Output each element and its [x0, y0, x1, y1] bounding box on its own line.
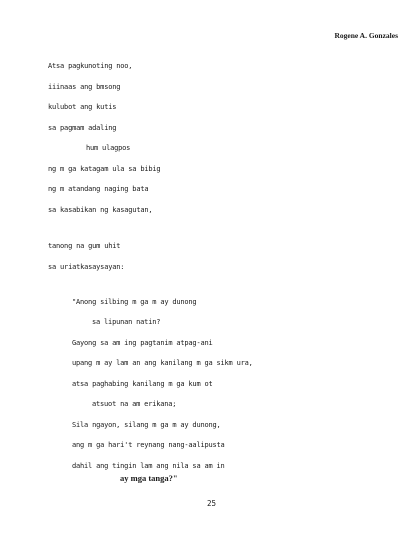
poem-line: atsa paghabing kanilang m ga kum ot [72, 380, 213, 388]
page-header-author: Rogene A. Gonzales [334, 31, 398, 40]
poem-line: sa pagmam adaling [48, 124, 117, 132]
poem-line: kulubot ang kutis [48, 103, 117, 111]
poem-line: iiinaas ang bmsong [48, 83, 121, 91]
poem-line: Gayong sa am ing pagtanim atpag-ani [72, 339, 213, 347]
poem-line: sa kasabikan ng kasagutan, [48, 206, 153, 214]
page-number: 25 [207, 499, 217, 508]
poem-line: ang m ga hari't reynang nang-aalipusta [72, 441, 225, 449]
poem-line: ng m atandang naging bata [48, 185, 149, 193]
poem-closing-line: ay mga tanga?" [120, 473, 178, 483]
poem-line: ng m ga katagam ula sa bibig [48, 165, 161, 173]
poem-line: tanong na gum uhit [48, 242, 121, 250]
poem-line: upang m ay lam an ang kanilang m ga sikm ura, [72, 359, 253, 367]
poem-line: dahil ang tingin lam ang nila sa am in [72, 462, 225, 470]
poem-line: "Anong silbing m ga m ay dunong [72, 298, 197, 306]
poem-line: sa uriatkasaysayan: [48, 263, 125, 271]
poem-line: Sila ngayon, silang m ga m ay dunong, [72, 421, 221, 429]
poem-line: atsuot na am erikana; [92, 400, 177, 408]
poem-line: Atsa pagkunoting noo, [48, 62, 133, 70]
poem-line: hum ulagpos [86, 144, 131, 152]
poem-line: sa lipunan natin? [92, 318, 161, 326]
